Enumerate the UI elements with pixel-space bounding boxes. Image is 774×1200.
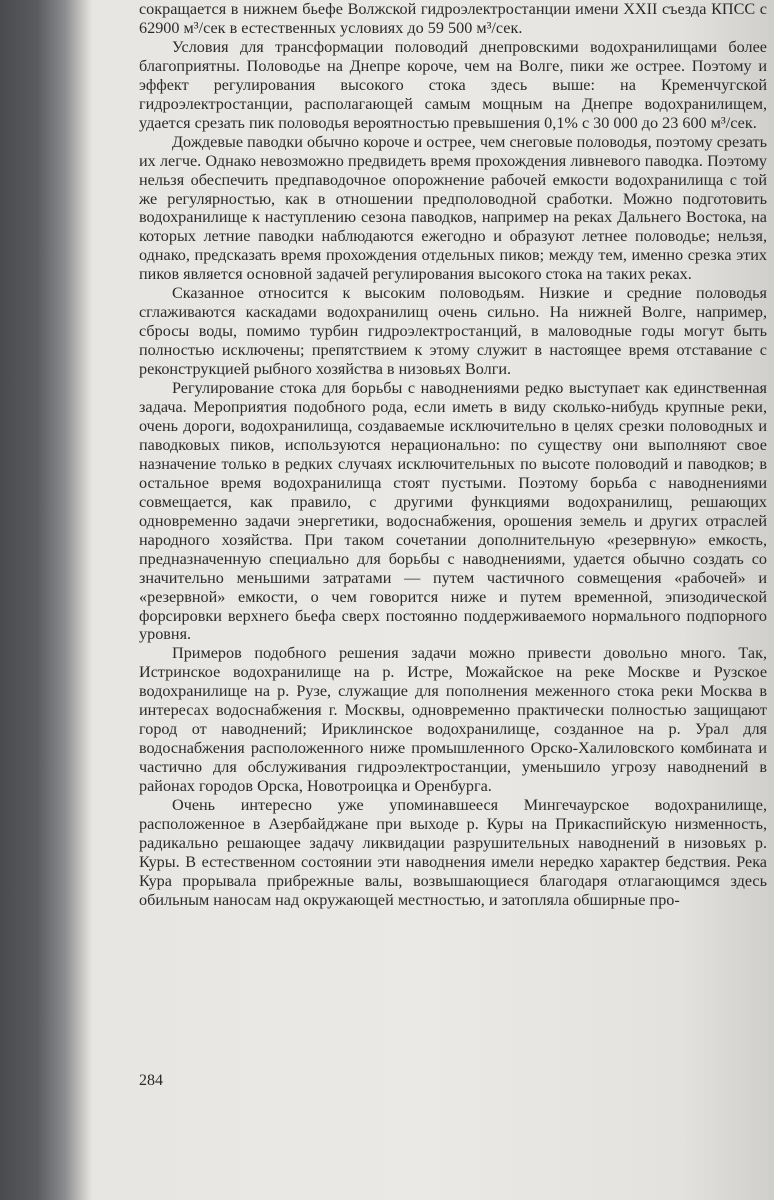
page-number: 284 [139,1072,163,1089]
paragraph-5: Регулирование стока для борьбы с наводнениями редко выступает как единственная задача. Мероприятия подобного рода, если иметь в виду сколько-нибудь крупные реки, очень дороги, водохранилища, создаваемые исключительно в целях срезки половодных и паводковых пиков, используются нерационально: по существу они выполняют свое назначение только в редких случаях исключительных по высоте половодий и паводков; в остальное время водохранилища стоят пустыми. Поэтому борьба с наводнениями совмещается, как правило, с другими функциями водохранилищ, решающих одновременно задачи энергетики, водоснабжения, орошения земель и других отраслей народного хозяйства. При таком сочетании дополнительную «резервную» емкость, предназначенную специально для борьбы с наводнениями, удается обычно создать со значительно меньшими затратами — путем частичного совмещения «рабочей» и «резервной» емкости, о чем говорится ниже и путем временной, эпизодической форсировки верхнего бьефа сверх постоянно поддерживаемого нормального подпорного уровня. [139,379,767,644]
paragraph-7: Очень интересно уже упоминавшееся Мингечаурское водохранилище, расположенное в Азербайджане при выходе р. Куры на Прикаспийскую низменность, радикально решающее задачу ликвидации разрушительных наводнений в низовьях р. Куры. В естественном состоянии эти наводнения имели нередко характер бедствия. Река Кура прорывала прибрежные валы, возвышающиеся благодаря отлагающимся здесь обильным наносам над окружающей местностью, и затопляла обширные про- [139,796,767,909]
book-spine-shadow [0,0,92,1200]
paragraph-4: Сказанное относится к высоким половодьям. Низкие и средние половодья сглаживаются каскадами водохранилищ очень сильно. На нижней Волге, например, сбросы воды, помимо турбин гидроэлектростанций, в маловодные годы могут быть полностью исключены; препятствием к этому служит в настоящее время отставание с реконструкцией рыбного хозяйства в низовьях Волги. [139,284,767,379]
body-text [139,0,767,910]
paragraph-3: Дождевые паводки обычно короче и острее, чем снеговые половодья, поэтому срезать их легче. Однако невозможно предвидеть время прохождения ливневого паводка. Поэтому нельзя обеспечить предпаводочное опорожнение рабочей емкости водохранилища с той же регулярностью, как в отношении предполоводной сработки. Можно подготовить водохранилище к наступлению сезона паводков, например на реках Дальнего Востока, на которых летние паводки наблюдаются ежегодно и образуют летнее половодье; нельзя, однако, предсказать время прохождения отдельных пиков; между тем, именно срезка этих пиков является основной задачей регулирования высокого стока на таких реках. [139,132,767,284]
paragraph-2: Условия для трансформации половодий днепровскими водохранилищами более благоприятны. Половодье на Днепре короче, чем на Волге, пики же острее. Поэтому и эффект регулирования высокого стока здесь выше: на Кременчугской гидроэлектростанции, располагающей самым мощным на Днепре водохранилищем, удается срезать пик половодья вероятностью превышения 0,1% с 30 000 до 23 600 м³/сек. [139,37,767,132]
paragraph-6: Примеров подобного решения задачи можно привести довольно много. Так, Истринское водохранилище на р. Истре, Можайское на реке Москве и Рузское водохранилище на р. Рузе, служащие для пополнения меженного стока реки Москва в интересах водоснабжения г. Москвы, одновременно практически полностью защищают город от наводнений; Ириклинское водохранилище, созданное на р. Урал для водоснабжения расположенного ниже промышленного Орско-Халиловского комбината и частично для обслуживания гидроэлектростанции, уменьшило угрозу наводнений в районах городов Орска, Новотроицка и Оренбурга. [139,644,767,796]
paragraph-1: сокращается в нижнем бьефе Волжской гидроэлектростанции имени XXII съезда КПСС с 62900 м³/сек в естественных условиях до 59 500 м³/сек. [139,0,767,37]
